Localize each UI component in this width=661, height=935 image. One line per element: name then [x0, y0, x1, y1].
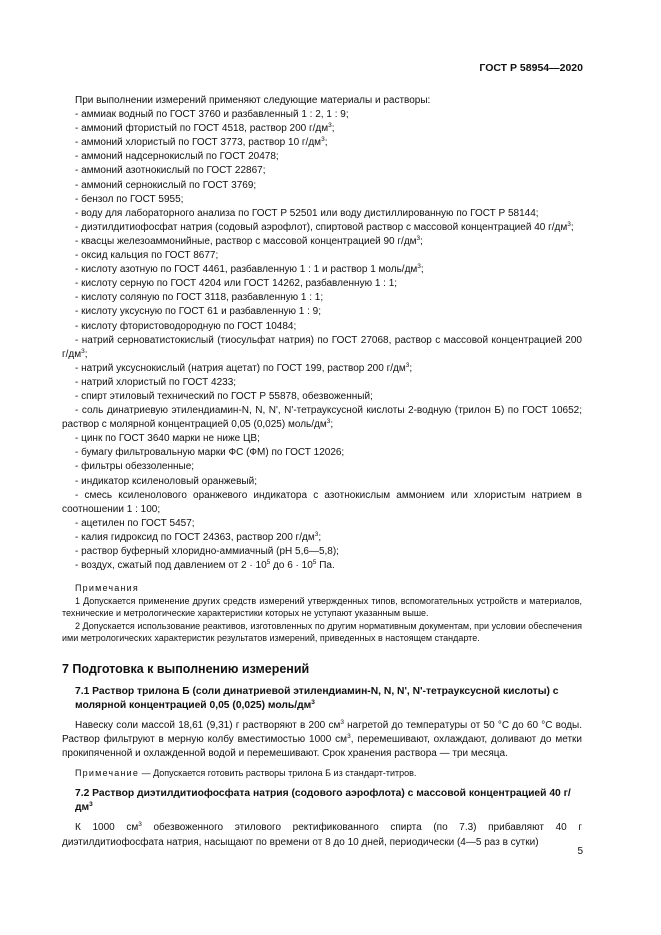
- section-7-1-note: Примечание — Допускается готовить растворы трилона Б из стандарт-титров.: [75, 767, 417, 778]
- material-item: - аммоний сернокислый по ГОСТ 3769;: [75, 179, 257, 191]
- material-item: - аммоний азотнокислый по ГОСТ 22867;: [75, 165, 266, 177]
- section-7-2-paragraph: К 1000 $см^3$ обезвоженного этилового ректификованного спирта (по 7.3) прибавляют 40 г диэтилдитиофосфата натрия, насыщают по времени от 8 до 10 дней, периодически (4—5 раз в сутки): [62, 821, 582, 848]
- material-item: - бензол по ГОСТ 5955;: [75, 193, 184, 205]
- material-item: - аммоний фтористый по ГОСТ 4518, раствор 200 $г/дм^3$;: [75, 122, 335, 135]
- material-item: - диэтилдитиофосфат натрия (содовый аэрофлот), спиртовой раствор с массовой концентрацией 40 $г/дм^3$;: [75, 220, 574, 233]
- section-7-1-heading: 7.1 Раствор трилона Б (соли динатриевой этилендиамин-N, N, N', N'-тетрауксусной кислоты) с молярной концентрацией 0,05 (0,025) моль/$дм^3$: [75, 685, 559, 711]
- material-item: - соль динатриевую этилендиамин-N, N, N', N'-тетрауксусной кислоты 2-водную (трилон Б) по ГОСТ 10652; раствор с молярной концентрацией 0,05 (0,025) моль/$дм^3$;: [62, 405, 582, 431]
- materials-list: [62, 108, 582, 573]
- material-item: - воздух, сжатый под давлением от $2 \cdot 10^5$ до $6 \cdot 10^5$ Па.: [75, 559, 335, 572]
- note-1: 1 Допускается применение других средств измерений утвержденных типов, вспомогательных устройств и материалов, технические и метрологические характеристики которых не уступают указанным выше.: [62, 595, 582, 619]
- note-2: 2 Допускается использование реактивов, изготовленных по другим нормативным документам, при условии обеспечения ими метрологических характеристик результатов измерений, приведенных в настоящем стандарте.: [62, 620, 582, 644]
- material-item: - кислоту соляную по ГОСТ 3118, разбавленную 1 : 1;: [75, 292, 324, 304]
- section-7-heading: 7 Подготовка к выполнению измерений: [62, 661, 310, 676]
- material-item: - кислоту серную по ГОСТ 4204 или ГОСТ 14262, разбавленную 1 : 1;: [75, 278, 398, 290]
- doc-code-header: ГОСТ Р 58954—2020: [479, 62, 583, 74]
- material-item: - смесь ксиленолового оранжевого индикатора с азотнокислым аммонием или хлористым натрием в соотношении 1 : 100;: [62, 489, 582, 515]
- page-number: 5: [577, 846, 583, 857]
- material-item: - цинк по ГОСТ 3640 марки не ниже ЦВ;: [75, 433, 260, 445]
- material-item: - аммоний хлористый по ГОСТ 3773, раствор 10 $г/дм^3$;: [75, 136, 328, 149]
- material-item: - аммиак водный по ГОСТ 3760 и разбавленный 1 : 2, 1 : 9;: [75, 109, 349, 121]
- document-body: [62, 94, 582, 850]
- section-7-1-paragraph: Навеску соли массой 18,61 (9,31) г растворяют в 200 $см^3$ нагретой до температуры от 50 °С до 60 °С воды. Раствор фильтруют в мерную колбу вместимостью 1000 $см^3$, перемешивают, охлаждают, доливают до метки прокипяченной и охлажденной водой и перемешивают. Срок хранения раствора — три месяца.: [62, 718, 583, 759]
- material-item: - калия гидроксид по ГОСТ 24363, раствор 200 $г/дм^3$;: [75, 530, 322, 543]
- materials-intro: При выполнении измерений применяют следующие материалы и растворы:: [75, 95, 431, 106]
- material-item: - раствор буферный хлоридно-аммиачный (рН 5,6—5,8);: [75, 546, 339, 557]
- material-item: - оксид кальция по ГОСТ 8677;: [75, 250, 219, 262]
- material-item: - ацетилен по ГОСТ 5457;: [75, 517, 195, 529]
- material-item: - кислоту уксусную по ГОСТ 61 и разбавленную 1 : 9;: [75, 306, 322, 318]
- material-item: - натрий серноватистокислый (тиосульфат натрия) по ГОСТ 27068, раствор с массовой концентрацией 200 $г/дм^3$;: [62, 334, 582, 360]
- material-item: - натрий хлористый по ГОСТ 4233;: [75, 376, 237, 388]
- material-item: - квасцы железоаммонийные, раствор с массовой концентрацией 90 $г/дм^3$;: [75, 234, 423, 247]
- material-item: - бумагу фильтровальную марки ФС (ФМ) по ГОСТ 12026;: [75, 447, 345, 459]
- material-item: - индикатор ксиленоловый оранжевый;: [75, 475, 257, 487]
- material-item: - кислоту азотную по ГОСТ 4461, разбавленную 1 : 1 и раствор 1 моль/$дм^3$;: [75, 263, 424, 276]
- material-item: - натрий уксуснокислый (натрия ацетат) по ГОСТ 199, раствор 200 $г/дм^3$;: [75, 361, 413, 374]
- notes-title: Примечания: [75, 583, 139, 594]
- material-item: - аммоний надсернокислый по ГОСТ 20478;: [75, 151, 279, 163]
- material-item: - кислоту фтористоводородную по ГОСТ 10484;: [75, 320, 297, 332]
- material-item: - фильтры обеззоленные;: [75, 461, 195, 473]
- material-item: - спирт этиловый технический по ГОСТ Р 55878, обезвоженный;: [75, 390, 373, 402]
- section-7-2-heading: 7.2 Раствор диэтилдитиофосфата натрия (содового аэрофлота) с массовой концентрацией 40 $г/дм^3$: [75, 788, 571, 814]
- material-item: - воду для лабораторного анализа по ГОСТ Р 52501 или воду дистиллированную по ГОСТ Р 58144;: [75, 207, 539, 219]
